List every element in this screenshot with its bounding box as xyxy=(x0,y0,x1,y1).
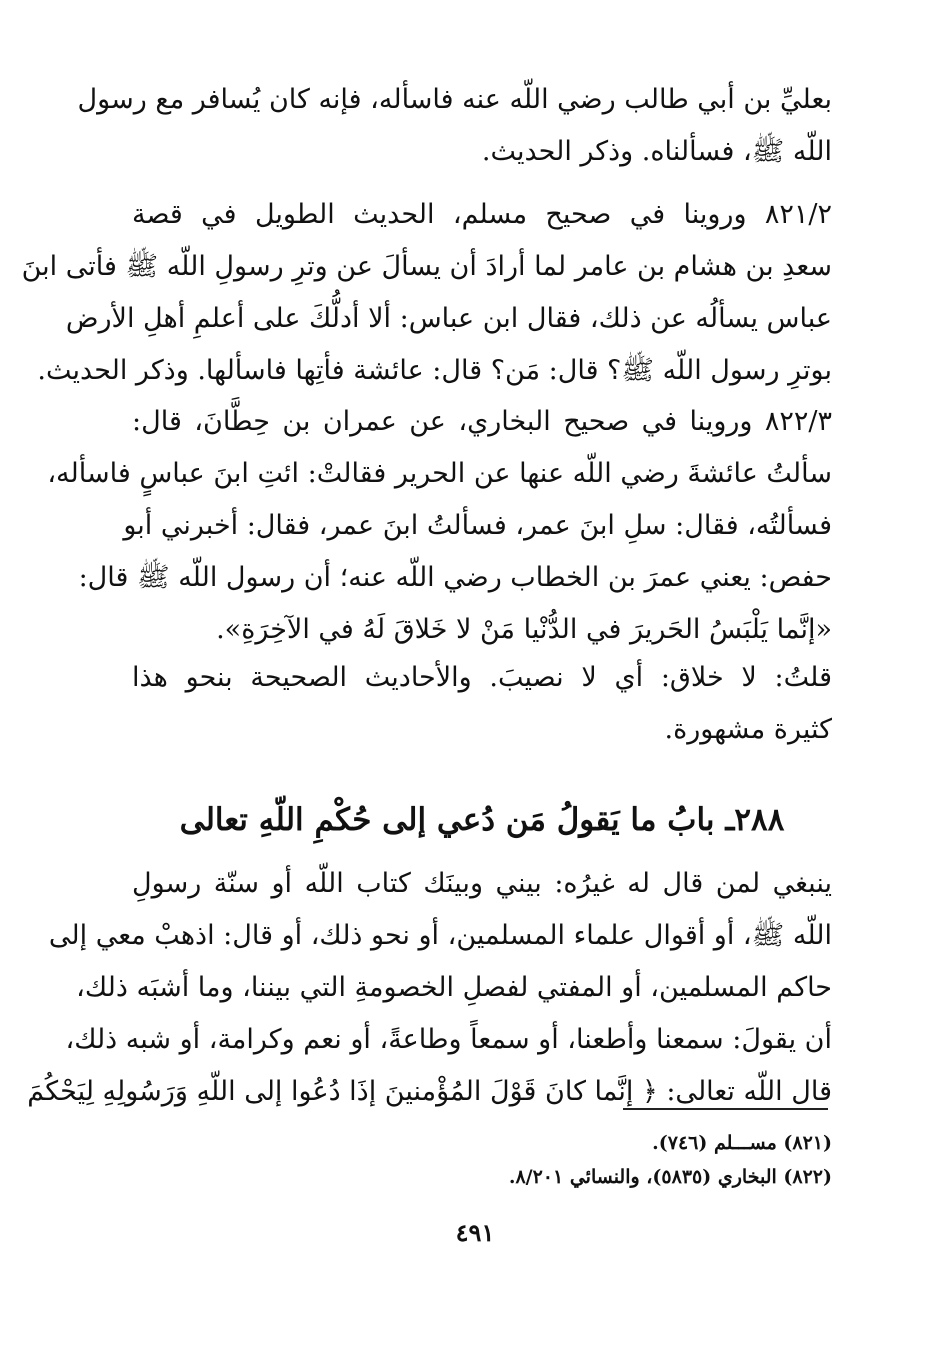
footnote: (٨٢١) مســـلم (٧٤٦). xyxy=(652,1132,832,1154)
text-line: ٨٢٢/٣ وروينا في صحيح البخاري، عن عمران بن حِطَّانَ، قال: xyxy=(132,406,832,437)
paragraph-hadith-822 xyxy=(47,396,832,656)
text-line: قلتُ: لا خلاق: أي لا نصيبَ. والأحاديث الصحيحة بنحو هذا xyxy=(132,662,832,693)
text-line: ٨٢١/٢ وروينا في صحيح مسلم، الحديث الطويل في قصة xyxy=(132,199,832,230)
text-line: فسألتُه، فقال: سلِ ابنَ عمر، فسألتُ ابنَ عمر، فقال: أخبرني أبو xyxy=(123,510,832,541)
text-line: ينبغي لمن قال له غيرُه: بيني وبينَك كتاب اللّه أو سنّة رسولِ xyxy=(132,868,832,899)
text-line: حفص: يعني عمرَ بن الخطاب رضي اللّه عنه؛ أن رسول اللّه ﷺ قال: xyxy=(78,562,832,593)
footnotes xyxy=(132,1126,832,1194)
footnote-divider xyxy=(623,1108,828,1110)
text-line: اللّه ﷺ، فسألناه. وذكر الحديث. xyxy=(481,136,832,167)
text-line: بعليِّ بن أبي طالب رضي اللّه عنه فاسأله، فإنه كان يُسافر مع رسول xyxy=(77,84,832,115)
text-line: سألتُ عائشةَ رضي اللّه عنها عن الحرير فقالتْ: ائتِ ابنَ عباسٍ فاسأله، xyxy=(47,458,832,489)
text-line: عباس يسألُه عن ذلك، فقال ابن عباس: ألا أدلُّكَ على أعلمِ أهلِ الأرض xyxy=(65,303,832,334)
paragraph-chapter-text xyxy=(27,858,832,1118)
text-line: اللّه ﷺ، أو أقوال علماء المسلمين، أو نحو ذلك، أو قال: اذهبْ معي إلى xyxy=(48,920,832,951)
footnote: (٨٢٢) البخاري (٥٨٣٥)، والنسائي ٨/٢٠١. xyxy=(508,1166,832,1188)
text-line: سعدِ بن هشام بن عامر لما أرادَ أن يسألَ عن وترِ رسولِ اللّه ﷺ فأتى ابنَ xyxy=(21,251,832,282)
paragraph-hadith-821 xyxy=(21,189,832,397)
paragraph-note xyxy=(132,652,832,756)
text-line: أن يقولَ: سمعنا وأطعنا، أو سمعاً وطاعةً، أو نعم وكرامة، أو شبه ذلك، xyxy=(65,1024,832,1055)
chapter-heading: ٢٨٨ـ بابُ ما يَقولُ مَن دُعي إلى حُكْمِ اللّهِ تعالى xyxy=(179,802,785,838)
text-line: حاكم المسلمين، أو المفتي لفصلِ الخصومةِ التي بيننا، وما أشبَه ذلك، xyxy=(76,972,832,1003)
text-line: «إنَّما يَلْبَسُ الحَريرَ في الدُّنْيا مَنْ لا خَلاقَ لَهُ في الآخِرَةِ». xyxy=(216,614,832,645)
page-number: ٤٩١ xyxy=(455,1218,495,1247)
paragraph-continuation xyxy=(77,74,832,178)
text-line: بوترِ رسول اللّه ﷺ؟ قال: مَن؟ قال: عائشة فأتِها فاسألها. وذكر الحديث. xyxy=(37,355,832,386)
text-line: كثيرة مشهورة. xyxy=(664,714,832,745)
text-line: قال اللّه تعالى: ﴿ إنَّما كانَ قَوْلَ المُؤْمنينَ إذَا دُعُوا إلى اللّهِ وَرَسُولِهِ لِيَحْكُمَ xyxy=(27,1076,832,1107)
